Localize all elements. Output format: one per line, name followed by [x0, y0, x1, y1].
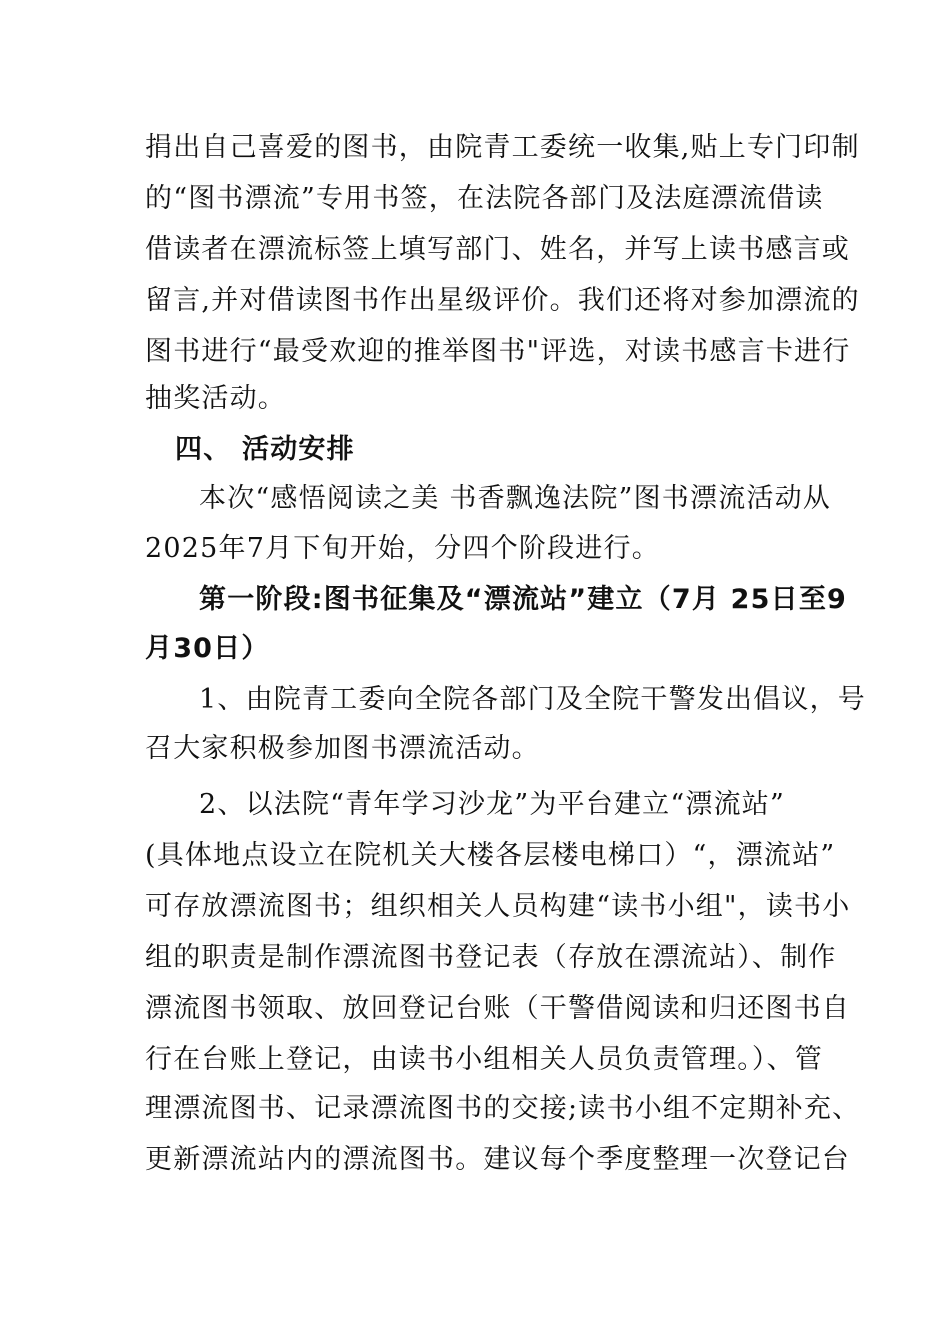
section-heading: 四、 活动安排 [175, 434, 355, 465]
paragraph-line: 2025年7月下旬开始，分四个阶段进行。 [145, 533, 660, 564]
stage-heading: 月30日） [145, 633, 270, 664]
list-item: 漂流图书领取、放回登记台账（干警借阅读和归还图书自 [145, 993, 850, 1024]
list-item: 更新漂流站内的漂流图书。建议每个季度整理一次登记台 [145, 1144, 850, 1175]
list-item: 2、以法院“青年学习沙龙”为平台建立“漂流站” [199, 789, 785, 820]
list-item: 理漂流图书、记录漂流图书的交接;读书小组不定期补充、 [145, 1093, 861, 1124]
list-item: 组的职责是制作漂流图书登记表（存放在漂流站）、制作 [145, 942, 837, 973]
list-item: 可存放漂流图书；组织相关人员构建“读书小组"，读书小 [145, 891, 851, 922]
list-item: 召大家积极参加图书漂流活动。 [145, 733, 540, 764]
stage-heading: 第一阶段:图书征集及“漂流站”建立（7月 25日至9 [199, 584, 848, 615]
list-item: 1、由院青工委向全院各部门及全院干警发出倡议，号 [199, 684, 866, 715]
list-item: (具体地点设立在院机关大楼各层楼电梯口）“，漂流站” [145, 840, 836, 871]
paragraph-line: 抽奖活动。 [145, 383, 286, 414]
list-item: 行在台账上登记，由读书小组相关人员负责管理。）、管 [145, 1044, 823, 1075]
paragraph-line: 本次“感悟阅读之美 书香飘逸法院”图书漂流活动从 [199, 483, 831, 514]
paragraph-line: 图书进行“最受欢迎的推举图书"评选，对读书感言卡进行 [145, 336, 851, 367]
paragraph-line: 借读者在漂流标签上填写部门、姓名，并写上读书感言或 [145, 234, 850, 265]
paragraph-line: 的“图书漂流”专用书签，在法院各部门及法庭漂流借读 [145, 183, 824, 214]
paragraph-line: 留言,并对借读图书作出星级评价。我们还将对参加漂流的 [145, 285, 860, 316]
paragraph-line: 捐出自己喜爱的图书，由院青工委统一收集,贴上专门印制 [145, 132, 860, 163]
